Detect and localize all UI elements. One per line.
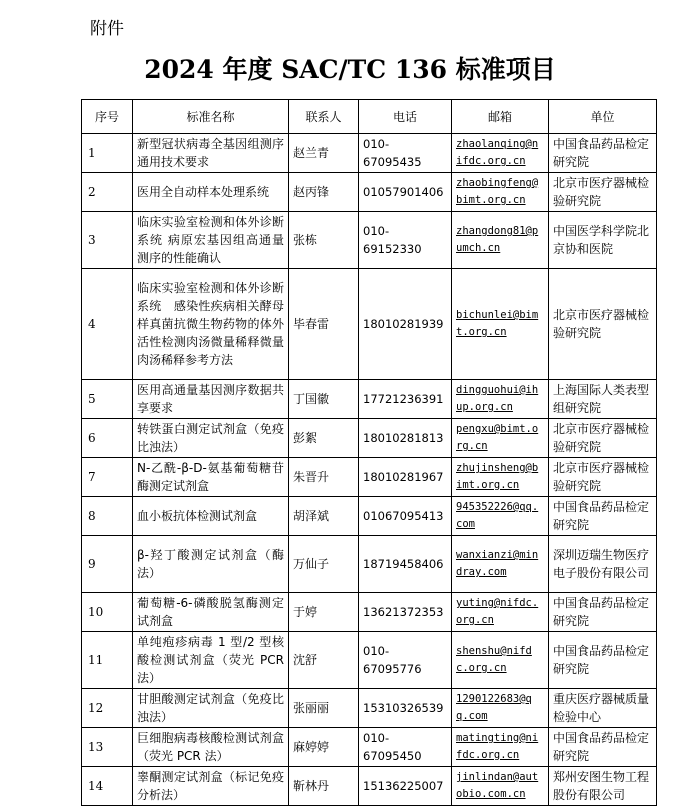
cell-unit: 上海国际人类表型组研究院 [549,380,657,419]
table-row [82,380,657,419]
cell-email[interactable]: zhangdong81@pumch.cn [452,212,549,269]
cell-contact: 靳林丹 [289,767,359,806]
cell-no: 4 [82,269,133,380]
cell-email[interactable]: shenshu@nifdc.org.cn [452,632,549,689]
cell-unit: 中国医学科学院北京协和医院 [549,212,657,269]
cell-unit: 北京市医疗器械检验研究院 [549,269,657,380]
cell-email[interactable]: yuting@nifdc.org.cn [452,593,549,632]
cell-standard-name: 新型冠状病毒全基因组测序通用技术要求 [133,134,289,173]
cell-standard-name: 转铁蛋白测定试剂盒（免疫比浊法） [133,419,289,458]
cell-phone: 010-69152330 [359,212,452,269]
cell-standard-name: 医用全自动样本处理系统 [133,173,289,212]
table-row [82,689,657,728]
cell-no: 2 [82,173,133,212]
cell-unit: 重庆医疗器械质量检验中心 [549,689,657,728]
cell-standard-name: N-乙酰-β-D-氨基葡萄糖苷酶测定试剂盒 [133,458,289,497]
cell-email[interactable]: zhujinsheng@bimt.org.cn [452,458,549,497]
cell-email[interactable]: matingting@nifdc.org.cn [452,728,549,767]
column-header-unit: 单位 [549,100,657,134]
table-row [82,728,657,767]
cell-phone: 010-67095776 [359,632,452,689]
cell-contact: 赵丙锋 [289,173,359,212]
cell-email[interactable]: jinlindan@autobio.com.cn [452,767,549,806]
table-row [82,767,657,806]
cell-email[interactable]: dingguohui@ihup.org.cn [452,380,549,419]
cell-standard-name: β-羟丁酸测定试剂盒（酶法） [133,536,289,593]
cell-no: 10 [82,593,133,632]
cell-unit: 中国食品药品检定研究院 [549,632,657,689]
cell-standard-name: 临床实验室检测和体外诊断系统 感染性疾病相关酵母样真菌抗微生物药物的体外活性检测肉汤微量稀释微量肉汤稀释参考方法 [133,269,289,380]
cell-phone: 18010281813 [359,419,452,458]
cell-phone: 01057901406 [359,173,452,212]
cell-unit: 中国食品药品检定研究院 [549,593,657,632]
table-body [82,134,657,806]
cell-phone: 18719458406 [359,536,452,593]
cell-unit: 北京市医疗器械检验研究院 [549,419,657,458]
document-title: 2024 年度 SAC/TC 136 标准项目 [144,55,556,84]
cell-unit: 北京市医疗器械检验研究院 [549,173,657,212]
table-row [82,593,657,632]
cell-no: 6 [82,419,133,458]
cell-no: 12 [82,689,133,728]
cell-phone: 010-67095450 [359,728,452,767]
cell-email[interactable]: 1290122683@qq.com [452,689,549,728]
attachment-label: 附件 [90,19,124,39]
cell-contact: 张栋 [289,212,359,269]
cell-unit: 中国食品药品检定研究院 [549,497,657,536]
cell-phone: 010-67095435 [359,134,452,173]
cell-unit: 深圳迈瑞生物医疗电子股份有限公司 [549,536,657,593]
cell-no: 3 [82,212,133,269]
column-header-contact: 联系人 [289,100,359,134]
cell-contact: 赵兰青 [289,134,359,173]
cell-no: 8 [82,497,133,536]
cell-phone: 15310326539 [359,689,452,728]
cell-email[interactable]: zhaobingfeng@bimt.org.cn [452,173,549,212]
table-row [82,419,657,458]
cell-contact: 张丽丽 [289,689,359,728]
table-header-row [82,100,657,134]
standards-table [81,99,657,806]
cell-no: 7 [82,458,133,497]
cell-phone: 01067095413 [359,497,452,536]
cell-unit: 中国食品药品检定研究院 [549,728,657,767]
cell-phone: 18010281967 [359,458,452,497]
cell-email[interactable]: zhaolanqing@nifdc.org.cn [452,134,549,173]
column-header-name: 标准名称 [133,100,289,134]
cell-email[interactable]: bichunlei@bimt.org.cn [452,269,549,380]
cell-phone: 15136225007 [359,767,452,806]
cell-unit: 北京市医疗器械检验研究院 [549,458,657,497]
cell-no: 9 [82,536,133,593]
cell-standard-name: 巨细胞病毒核酸检测试剂盒（荧光 PCR 法） [133,728,289,767]
cell-contact: 彭絮 [289,419,359,458]
column-header-phone: 电话 [359,100,452,134]
column-header-no: 序号 [82,100,133,134]
cell-contact: 万仙子 [289,536,359,593]
cell-contact: 于婷 [289,593,359,632]
table-row [82,536,657,593]
cell-standard-name: 医用高通量基因测序数据共享要求 [133,380,289,419]
cell-contact: 毕春雷 [289,269,359,380]
table-row [82,134,657,173]
cell-phone: 18010281939 [359,269,452,380]
cell-contact: 胡泽斌 [289,497,359,536]
table-row [82,632,657,689]
column-header-email: 邮箱 [452,100,549,134]
cell-standard-name: 睾酮测定试剂盒（标记免疫分析法） [133,767,289,806]
cell-contact: 麻婷婷 [289,728,359,767]
cell-email[interactable]: 945352226@qq.com [452,497,549,536]
cell-phone: 13621372353 [359,593,452,632]
cell-no: 5 [82,380,133,419]
cell-no: 13 [82,728,133,767]
cell-email[interactable]: pengxu@bimt.org.cn [452,419,549,458]
cell-email[interactable]: wanxianzi@mindray.com [452,536,549,593]
table-row [82,269,657,380]
table-row [82,458,657,497]
cell-no: 1 [82,134,133,173]
cell-unit: 郑州安图生物工程股份有限公司 [549,767,657,806]
cell-unit: 中国食品药品检定研究院 [549,134,657,173]
cell-contact: 丁国徽 [289,380,359,419]
cell-standard-name: 单纯疱疹病毒 1 型/2 型核酸检测试剂盒（荧光 PCR 法） [133,632,289,689]
table-row [82,173,657,212]
cell-contact: 沈舒 [289,632,359,689]
cell-standard-name: 血小板抗体检测试剂盒 [133,497,289,536]
cell-no: 11 [82,632,133,689]
cell-phone: 17721236391 [359,380,452,419]
cell-standard-name: 葡萄糖-6-磷酸脱氢酶测定试剂盒 [133,593,289,632]
cell-no: 14 [82,767,133,806]
table-row [82,212,657,269]
cell-contact: 朱晋升 [289,458,359,497]
table-row [82,497,657,536]
cell-standard-name: 临床实验室检测和体外诊断系统 病原宏基因组高通量测序的性能确认 [133,212,289,269]
cell-standard-name: 甘胆酸测定试剂盒（免疫比浊法） [133,689,289,728]
